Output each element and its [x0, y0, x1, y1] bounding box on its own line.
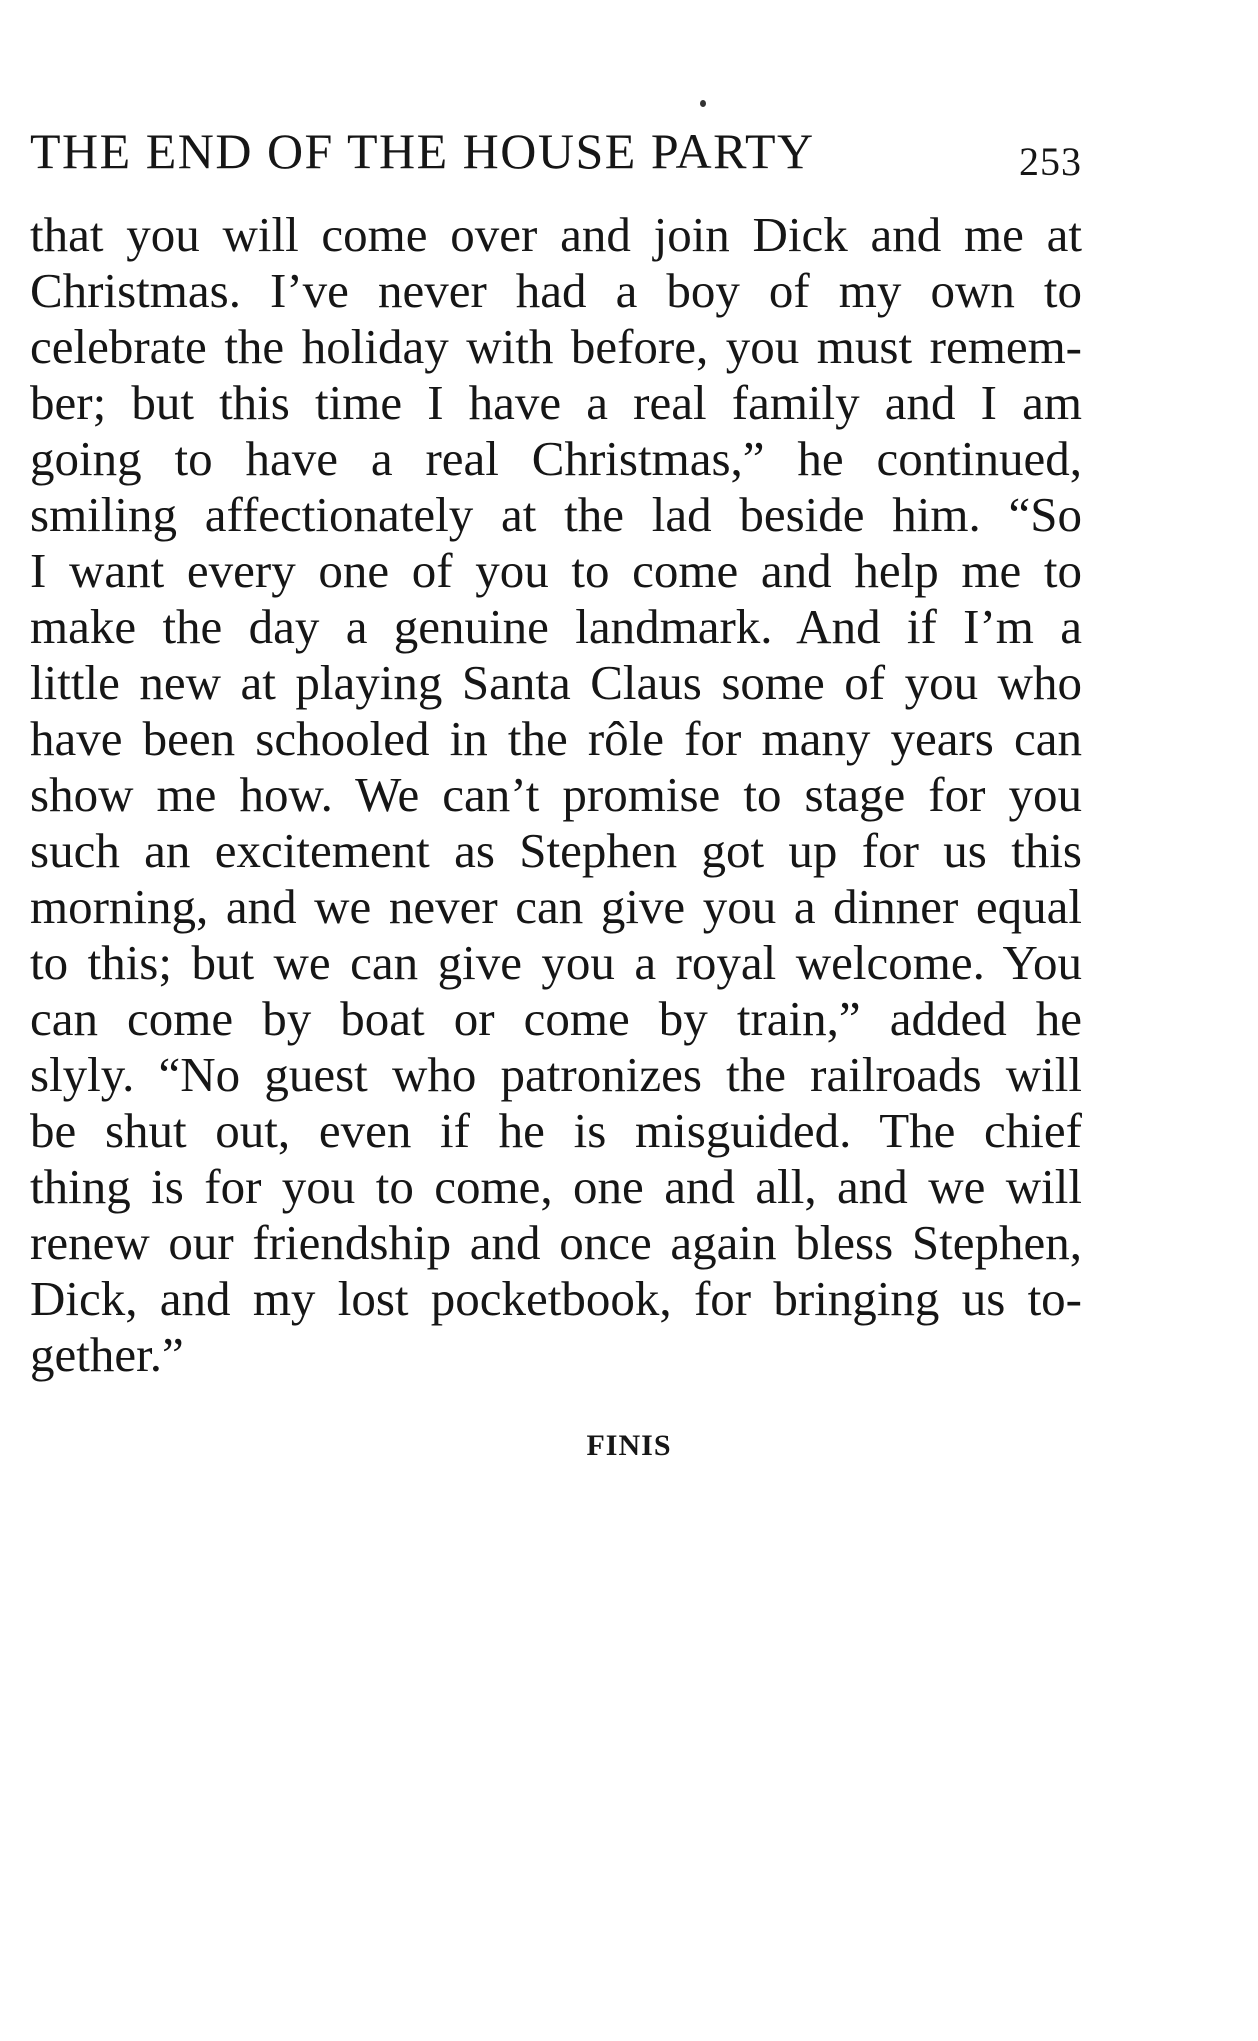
- text-line-final: gether.”: [30, 1327, 184, 1382]
- text-line: show me how. We can’t promise to stage for you: [30, 767, 1082, 822]
- text-line: such an excitement as Stephen got up for us this: [30, 823, 1082, 878]
- text-line: that you will come over and join Dick and me at: [30, 207, 1082, 262]
- text-line: celebrate the holiday with before, you must remem-: [30, 319, 1082, 374]
- text-line: little new at playing Santa Claus some of you who: [30, 655, 1082, 710]
- text-line: to this; but we can give you a royal welcome. You: [30, 935, 1082, 990]
- text-line: be shut out, even if he is misguided. The chief: [30, 1103, 1082, 1158]
- text-line: smiling affectionately at the lad beside him. “So: [30, 487, 1082, 542]
- text-line: can come by boat or come by train,” added he: [30, 991, 1082, 1046]
- text-line: morning, and we never can give you a dinner equal: [30, 879, 1082, 934]
- finis-mark: FINIS: [586, 1429, 672, 1462]
- text-line: renew our friendship and once again bless Stephen,: [30, 1215, 1082, 1270]
- running-head: [30, 118, 1082, 188]
- page-number: 253: [1019, 139, 1082, 184]
- text-line: slyly. “No guest who patronizes the railroads will: [30, 1047, 1082, 1102]
- text-line: going to have a real Christmas,” he continued,: [30, 431, 1082, 486]
- text-line: I want every one of you to come and help me to: [30, 543, 1082, 598]
- text-line: make the day a genuine landmark. And if I’m a: [30, 599, 1082, 654]
- text-line: Dick, and my lost pocketbook, for bringing us to-: [30, 1271, 1082, 1326]
- text-line: ber; but this time I have a real family and I am: [30, 375, 1082, 430]
- text-line: thing is for you to come, one and all, and we will: [30, 1159, 1082, 1214]
- print-speck: [700, 100, 706, 107]
- running-title: THE END OF THE HOUSE PARTY: [30, 123, 815, 179]
- text-line: have been schooled in the rôle for many years can: [30, 711, 1082, 766]
- text-line: Christmas. I’ve never had a boy of my own to: [30, 263, 1082, 318]
- body-paragraph: [30, 207, 1082, 1383]
